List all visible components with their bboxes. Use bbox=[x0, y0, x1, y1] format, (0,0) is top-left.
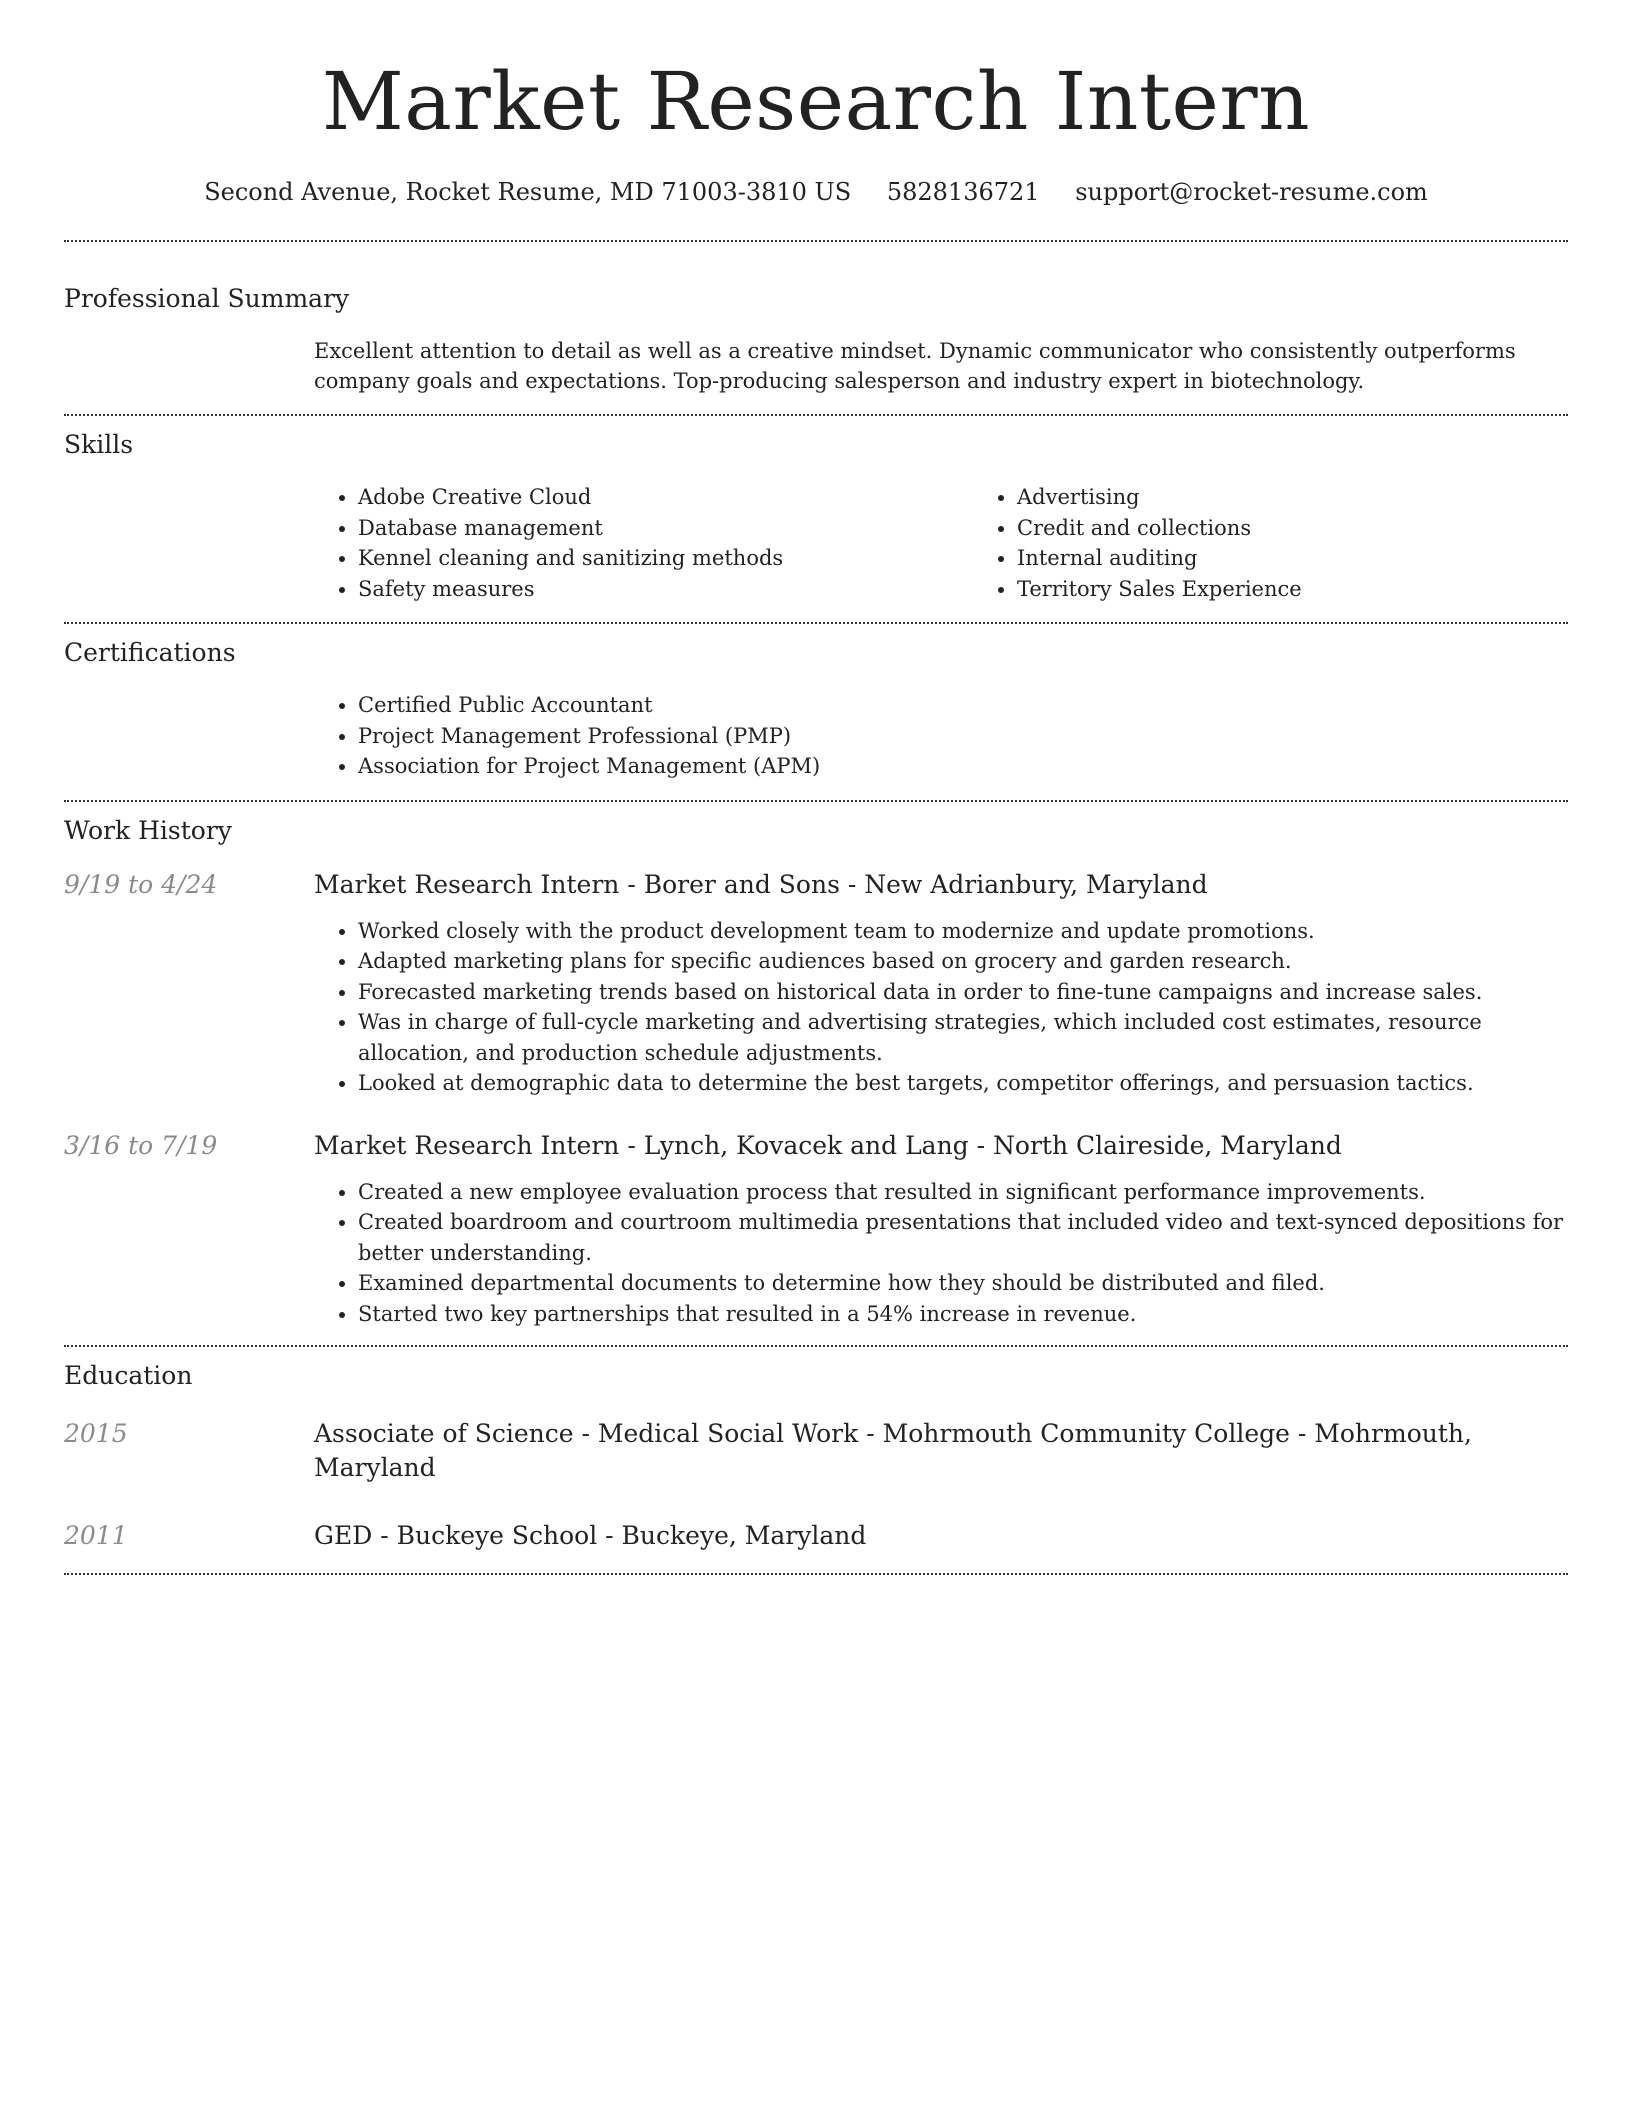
job-bullet: • Started two key partnerships that resulted in a 54% increase in revenue. bbox=[358, 1299, 1568, 1330]
job-bullet: • Looked at demographic data to determine the best targets, competitor offerings, and persuasion tactics. bbox=[358, 1068, 1568, 1099]
education-year: 2011 bbox=[64, 1521, 128, 1550]
skill-item: • Database management bbox=[358, 513, 973, 544]
certification-item: • Certified Public Accountant bbox=[358, 690, 1568, 721]
job-heading bbox=[314, 1129, 1568, 1163]
skill-item: • Territory Sales Experience bbox=[1017, 574, 1632, 605]
skill-item: • Internal auditing bbox=[1017, 543, 1632, 574]
skills-section bbox=[64, 416, 1568, 604]
education-text: Associate of Science - Medical Social Work - Mohrmouth Community College - Mohrmouth, Maryland bbox=[314, 1419, 1472, 1482]
section-title-work: Work History bbox=[64, 815, 232, 845]
section-title-education: Education bbox=[64, 1361, 193, 1390]
divider bbox=[64, 1573, 1568, 1575]
education-text: GED - Buckeye School - Buckeye, Maryland bbox=[314, 1521, 867, 1550]
skill-item: • Credit and collections bbox=[1017, 513, 1632, 544]
education-section bbox=[64, 1347, 1568, 1553]
section-title-skills: Skills bbox=[64, 430, 134, 459]
phone: 5828136721 bbox=[886, 178, 1040, 206]
job-bullet: • Was in charge of full-cycle marketing and advertising strategies, which included cost estimates, resource allocation, and production schedule adjustments. bbox=[358, 1007, 1568, 1068]
job-bullets bbox=[314, 916, 1568, 1099]
section-title-summary: Professional Summary bbox=[64, 284, 350, 313]
job-bullet: • Forecasted marketing trends based on historical data in order to fine-tune campaigns and increase sales. bbox=[358, 977, 1568, 1008]
job-dates: 3/16 to 7/19 bbox=[64, 1130, 218, 1160]
address: Second Avenue, Rocket Resume, MD 71003-3810 US bbox=[204, 178, 852, 206]
job-bullet: • Created boardroom and courtroom multimedia presentations that included video and text-synced depositions for better understanding. bbox=[358, 1207, 1568, 1268]
certification-item: • Association for Project Management (APM) bbox=[358, 751, 1568, 782]
email: support@rocket-resume.com bbox=[1075, 178, 1428, 206]
summary-text: Excellent attention to detail as well as a creative mindset. Dynamic communicator who consistently outperforms company goals and expectations. Top-producing salesperson and industry expert in biotechnology. bbox=[314, 339, 1516, 393]
contact-line bbox=[64, 176, 1568, 208]
skills-list-left bbox=[314, 482, 973, 604]
work-history-section bbox=[64, 802, 1568, 1330]
job-bullet: • Worked closely with the product development team to modernize and update promotions. bbox=[358, 916, 1568, 947]
job-entry bbox=[64, 868, 1568, 1099]
job-bullet: • Adapted marketing plans for specific audiences based on grocery and garden research. bbox=[358, 946, 1568, 977]
skill-item: • Kennel cleaning and sanitizing methods bbox=[358, 543, 973, 574]
certifications-list bbox=[314, 690, 1568, 782]
job-heading bbox=[314, 868, 1568, 902]
education-year: 2015 bbox=[64, 1419, 128, 1448]
section-title-certifications: Certifications bbox=[64, 638, 236, 667]
job-bullets bbox=[314, 1177, 1568, 1330]
skills-list-right bbox=[973, 482, 1632, 604]
job-dates: 9/19 to 4/24 bbox=[64, 869, 218, 899]
skill-item: • Adobe Creative Cloud bbox=[358, 482, 973, 513]
education-entry bbox=[64, 1519, 1568, 1553]
education-entry bbox=[64, 1417, 1568, 1485]
certifications-section bbox=[64, 624, 1568, 782]
job-entry bbox=[64, 1129, 1568, 1330]
job-bullet: • Examined departmental documents to determine how they should be distributed and filed. bbox=[358, 1268, 1568, 1299]
job-company: - Lynch, Kovacek and Lang - North Claireside, Maryland bbox=[619, 1130, 1342, 1160]
candidate-name: Market Research Intern bbox=[321, 55, 1311, 148]
skill-item: • Safety measures bbox=[358, 574, 973, 605]
job-title: Market Research Intern bbox=[314, 1130, 620, 1160]
summary-section bbox=[64, 242, 1568, 396]
certification-item: • Project Management Professional (PMP) bbox=[358, 721, 1568, 752]
job-title: Market Research Intern bbox=[314, 869, 620, 899]
job-bullet: • Created a new employee evaluation process that resulted in significant performance improvements. bbox=[358, 1177, 1568, 1208]
job-company: - Borer and Sons - New Adrianbury, Maryland bbox=[619, 869, 1208, 899]
skill-item: • Advertising bbox=[1017, 482, 1632, 513]
